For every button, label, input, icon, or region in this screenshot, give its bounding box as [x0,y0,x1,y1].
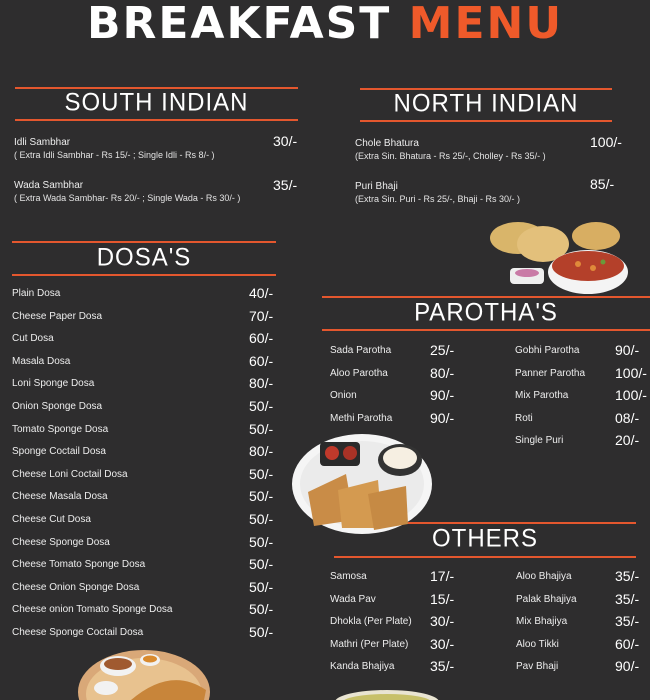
item-price: 100/- [615,387,647,404]
item-note: ( Extra Idli Sambhar - Rs 15/- ; Single Idli - Rs 8/- ) [14,150,215,160]
item-name: Cheese Sponge Dosa [12,536,110,548]
north-indian-bottom-rule [360,120,612,122]
item-name: Cheese Onion Sponge Dosa [12,581,140,593]
item-name: Panner Parotha [515,367,586,379]
item-name: Cheese Paper Dosa [12,310,103,322]
item-price: 50/- [249,511,274,527]
item-price: 50/- [249,578,274,595]
chole-bhatura-photo [488,216,634,298]
item-price: 70/- [249,307,274,324]
north-indian-heading: NORTH INDIAN [393,89,579,118]
item-price: 100/- [615,364,647,381]
item-price: 20/- [615,432,640,449]
parothas-bottom-rule [322,329,650,331]
item-note: (Extra Sin. Puri - Rs 25/-, Bhaji - Rs 30/- ) [355,194,521,204]
item-price: 30/- [430,613,455,630]
item-price: 40/- [249,285,274,301]
item-name: Single Puri [515,435,564,447]
item-name: Tomato Sponge Dosa [12,423,109,435]
item-name: Methi Parotha [330,412,393,424]
item-name: Wada Pav [330,593,376,605]
item-price: 80/- [249,443,274,460]
item-price: 90/- [430,387,455,404]
item-name: Aloo Tikki [516,638,559,650]
item-price: 25/- [430,342,455,358]
item-name: Mix Parotha [515,390,569,402]
item-price: 60/- [249,352,274,369]
item-price: 50/- [249,488,274,505]
item-name: Cheese Masala Dosa [12,491,108,503]
item-name: Cheese Cut Dosa [12,514,91,525]
item-name: Pav Bhaji [516,661,559,673]
item-price: 35/- [273,177,298,193]
item-name: Cut Dosa [12,333,54,345]
item-name: Cheese onion Tomato Sponge Dosa [12,604,173,616]
item-name: Roti [515,412,533,424]
menu-item [14,180,240,203]
menu-item [14,137,215,160]
menu-item [355,138,546,161]
parothas-heading: PAROTHA'S [414,298,558,327]
item-name: Cheese Sponge Coctail Dosa [12,627,144,638]
item-note: ( Extra Wada Sambhar- Rs 20/- ; Single Wada - Rs 30/- ) [14,193,241,203]
dosas-bottom-rule [12,274,276,276]
item-price: 50/- [249,533,274,550]
others-dish-photo [332,688,442,700]
bhatura-bread [572,222,620,250]
item-name: Dhokla (Per Plate) [330,616,412,628]
item-name: Mix Bhajiya [516,616,568,628]
item-price: 17/- [430,568,455,584]
item-name: Onion [330,390,357,402]
item-price: 80/- [430,364,455,381]
south-indian-bottom-rule [15,119,298,121]
item-name: Sponge Coctail Dosa [12,446,106,458]
others-heading: OTHERS [431,524,538,553]
item-name: Mathri (Per Plate) [330,638,409,650]
item-name: Puri Bhaji [355,181,398,192]
item-name: Cheese Tomato Sponge Dosa [12,559,146,571]
chole-curry [552,251,624,281]
page-title [0,0,650,48]
item-name: Onion Sponge Dosa [12,401,103,412]
item-name: Kanda Bhajiya [330,661,395,673]
item-price: 100/- [590,134,622,150]
item-price: 90/- [430,409,455,426]
item-price: 35/- [615,590,640,607]
item-price: 50/- [249,601,274,618]
item-name: Aloo Parotha [330,367,388,379]
item-price: 08/- [615,409,640,426]
dosas-heading: DOSA'S [96,243,192,272]
item-name: Sada Parotha [330,345,392,356]
item-price: 80/- [249,375,274,392]
item-price: 85/- [590,176,615,192]
item-name: Aloo Bhajiya [516,571,572,582]
item-price: 35/- [615,568,640,584]
item-price: 30/- [430,635,455,652]
item-name: Gobhi Parotha [515,345,580,356]
item-price: 50/- [249,420,274,437]
others-bottom-rule [334,556,636,558]
item-price: 50/- [249,624,274,640]
dosa-photo [76,648,212,700]
parotha-plate-photo [290,432,436,536]
item-name: Idli Sambhar [14,137,71,148]
menu-item [355,181,520,204]
item-name: Chole Bhatura [355,138,419,149]
item-price: 90/- [615,342,640,358]
item-name: Plain Dosa [12,288,61,299]
item-note: (Extra Sin. Bhatura - Rs 25/-, Cholley - Rs 35/- ) [355,151,546,161]
item-price: 90/- [615,658,640,675]
item-name: Wada Sambhar [14,180,84,191]
title-word-breakfast: BREAKFAST [86,0,392,49]
item-price: 30/- [273,133,298,149]
item-price: 50/- [249,398,274,414]
item-price: 50/- [249,556,274,573]
item-price: 35/- [615,613,640,630]
south-indian-heading: SOUTH INDIAN [64,88,249,117]
item-name: Samosa [330,571,367,582]
title-word-menu: MENU [408,0,564,49]
item-price: 15/- [430,590,455,607]
item-name: Loni Sponge Dosa [12,378,95,390]
item-price: 50/- [249,465,274,482]
item-price: 35/- [430,658,455,675]
item-price: 60/- [615,635,640,652]
item-name: Cheese Loni Coctail Dosa [12,468,128,480]
item-price: 60/- [249,330,274,347]
item-name: Masala Dosa [12,355,71,367]
item-name: Palak Bhajiya [516,593,577,605]
